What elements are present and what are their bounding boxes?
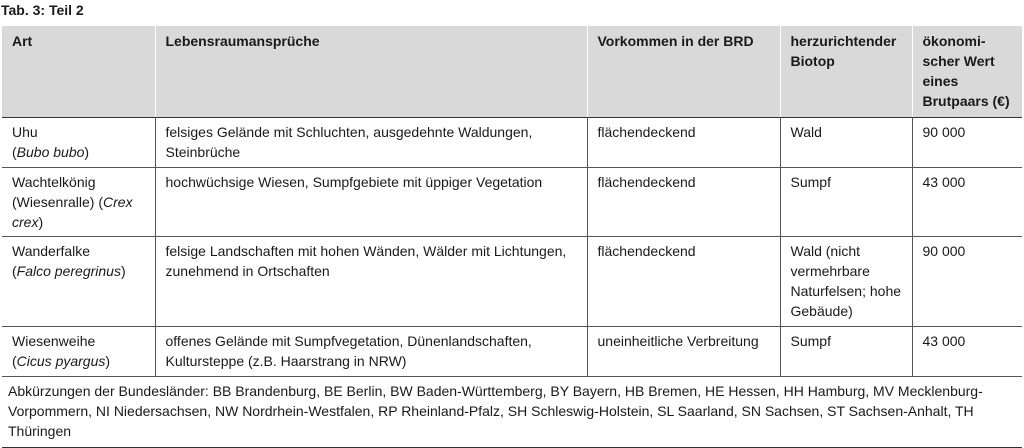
cell-wert: 90 000: [912, 237, 1022, 327]
cell-lebensraum: hochwüchsige Wiesen, Sumpfgebiete mit üppiger Vegetation: [155, 168, 587, 237]
cell-wert: 43 000: [912, 168, 1022, 237]
cell-lebensraum: offenes Gelände mit Sumpfvegetation, Dünenlandschaften, Kultursteppe (z.B. Haarstrang in NRW): [155, 327, 587, 377]
species-name: Wanderfalke: [12, 243, 91, 259]
footnote-row: [2, 377, 1022, 448]
cell-biotop: Wald (nicht vermehrbare Naturfelsen; hohe Gebäude): [780, 237, 912, 327]
cell-wert: 90 000: [912, 118, 1022, 168]
species-latin-name: Bubo bubo: [16, 144, 85, 160]
cell-art: Wachtelkönig (Wiesenralle) (Crex crex): [2, 168, 155, 237]
table-body: [2, 118, 1022, 448]
cell-lebensraum: felsige Landschaften mit hohen Wänden, Wälder mit Lichtungen, zunehmend in Ortschaften: [155, 237, 587, 327]
header-wert: ökonomi- scher Wert eines Brutpaars (€): [912, 26, 1022, 118]
cell-vorkommen: flächendeckend: [587, 118, 780, 168]
cell-lebensraum: felsiges Gelände mit Schluchten, ausgedehnte Waldungen, Steinbrüche: [155, 118, 587, 168]
cell-art: Wiesenweihe (Cicus pyargus): [2, 327, 155, 377]
header-row: [2, 26, 1022, 118]
cell-wert: 43 000: [912, 327, 1022, 377]
header-vorkommen: Vorkommen in der BRD: [587, 26, 780, 118]
table-row: [2, 168, 1022, 237]
table-row: [2, 327, 1022, 377]
table-row: [2, 237, 1022, 327]
species-latin-name: Falco peregrinus: [16, 263, 121, 279]
cell-art: Uhu (Bubo bubo): [2, 118, 155, 168]
table-caption: Tab. 3: Teil 2: [1, 2, 84, 18]
cell-vorkommen: flächendeckend: [587, 237, 780, 327]
cell-art: Wanderfalke (Falco peregrinus): [2, 237, 155, 327]
species-name: Uhu: [12, 124, 38, 140]
species-name: Wachtelkönig (Wiesenralle): [12, 174, 96, 210]
cell-vorkommen: uneinheitliche Verbreitung: [587, 327, 780, 377]
table-row: [2, 118, 1022, 168]
cell-vorkommen: flächendeckend: [587, 168, 780, 237]
header-lebensraum: Lebensraumansprüche: [155, 26, 587, 118]
header-biotop: herzurichtender Biotop: [780, 26, 912, 118]
footnote: Abkürzungen der Bundesländer: BB Brandenburg, BE Berlin, BW Baden-Württemberg, BY Bayern, HB Bremen, HE Hessen, HH Hamburg, MV Mecklenburg-Vorpommern, NI Niedersachsen, NW Nordrhein-Westfalen, RP Rheinland-Pfalz, SH Schleswig-Holstein, SL Saarland, SN Sachsen, ST Sachsen-Anhalt, TH Thüringen: [2, 377, 1022, 448]
cell-biotop: Sumpf: [780, 168, 912, 237]
species-latin-name: Crex crex: [12, 194, 133, 230]
table-header: [2, 26, 1022, 118]
cell-biotop: Wald: [780, 118, 912, 168]
cell-biotop: Sumpf: [780, 327, 912, 377]
species-latin-name: Cicus pyargus: [16, 353, 106, 369]
header-art: Art: [2, 26, 155, 118]
species-table: [2, 26, 1022, 448]
species-name: Wiesenweihe: [12, 333, 96, 349]
